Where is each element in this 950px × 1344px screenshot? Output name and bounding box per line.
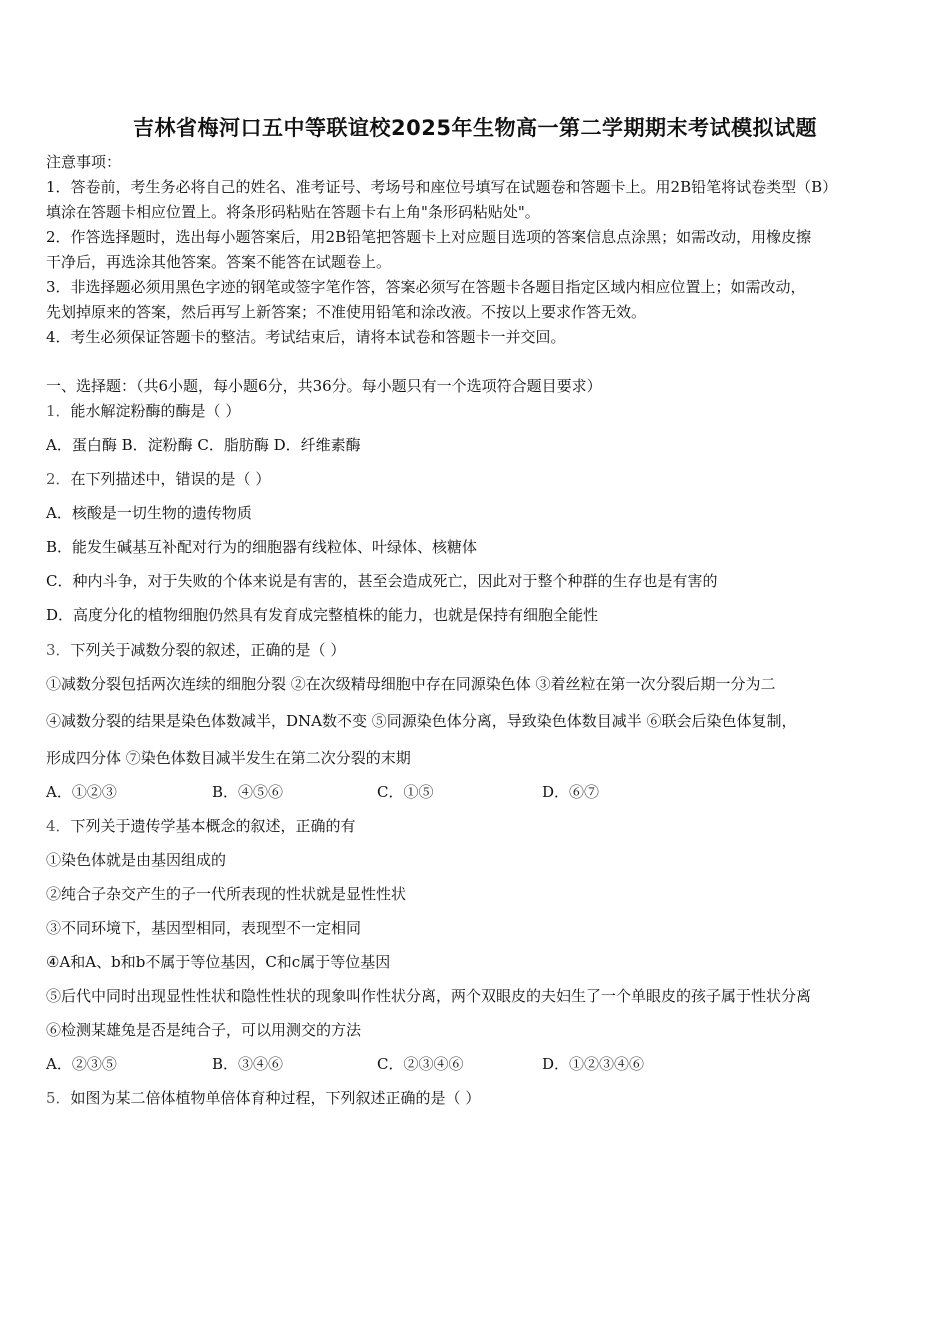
question-stem: 下列关于减数分裂的叙述，正确的是（ ）: [70, 641, 346, 659]
question-stem: 如图为某二倍体植物单倍体育种过程，下列叙述正确的是（ ）: [70, 1089, 481, 1107]
question-number: 2．: [46, 470, 71, 488]
statement-line: ①减数分裂包括两次连续的细胞分裂 ②在次级精母细胞中存在同源染色体 ③着丝粒在第一次分裂后期一分为二: [46, 675, 776, 693]
question-1-options: A．蛋白酶 B．淀粉酶 C．脂肪酶 D．纤维素酶: [46, 436, 361, 454]
question-3: [46, 640, 345, 660]
question-number: 1．: [46, 402, 71, 420]
option-c: C．种内斗争，对于失败的个体来说是有害的，甚至会造成死亡，因此对于整个种群的生存也是有害的: [46, 572, 718, 590]
option-d: D．①②③④⑥: [542, 1055, 645, 1073]
question-1: [46, 401, 240, 421]
notice-line: 1．答卷前，考生务必将自己的姓名、准考证号、考场号和座位号填写在试题卷和答题卡上。用2B铅笔将试卷类型（B）: [46, 178, 838, 196]
statement-line: ④A和A、b和b不属于等位基因，C和c属于等位基因: [46, 953, 391, 971]
section-heading: 一、选择题：（共6小题，每小题6分，共36分。每小题只有一个选项符合题目要求）: [46, 377, 602, 395]
notice-line: 3．非选择题必须用黑色字迹的钢笔或签字笔作答，答案必须写在答题卡各题目指定区域内相应位置上；如需改动，: [46, 278, 806, 296]
question-stem: 下列关于遗传学基本概念的叙述，正确的有: [70, 817, 356, 835]
option-c: C．①⑤: [377, 783, 434, 801]
notice-line: 2．作答选择题时，选出每小题答案后，用2B铅笔把答题卡上对应题目选项的答案信息点涂黑；如需改动，用橡皮擦: [46, 228, 812, 246]
statement-line: ①染色体就是由基因组成的: [46, 851, 227, 869]
question-stem: 在下列描述中，错误的是（ ）: [70, 470, 271, 488]
statement-line: 形成四分体 ⑦染色体数目减半发生在第二次分裂的末期: [46, 749, 411, 767]
statement-line: ④减数分裂的结果是染色体数减半，DNA数不变 ⑤同源染色体分离，导致染色体数目减半 ⑥联会后染色体复制，: [46, 712, 797, 730]
option-d: D．⑥⑦: [542, 783, 600, 801]
statement-line: ⑥检测某雄兔是否是纯合子，可以用测交的方法: [46, 1021, 362, 1039]
option-c: C．②③④⑥: [377, 1055, 464, 1073]
question-number: 5．: [46, 1089, 71, 1107]
notice-line: 填涂在答题卡相应位置上。将条形码粘贴在答题卡右上角"条形码粘贴处"。: [46, 203, 540, 221]
option-a: A．①②③: [46, 783, 117, 801]
option-b: B．④⑤⑥: [212, 783, 284, 801]
notice-line: 先划掉原来的答案，然后再写上新答案；不准使用铅笔和涂改液。不按以上要求作答无效。: [46, 303, 647, 321]
option-b: B．能发生碱基互补配对行为的细胞器有线粒体、叶绿体、核糖体: [46, 538, 478, 556]
exam-title: 吉林省梅河口五中等联谊校2025年生物高一第二学期期末考试模拟试题: [133, 116, 817, 140]
question-number: 4．: [46, 817, 71, 835]
statement-line: ②纯合子杂交产生的子一代所表现的性状就是显性性状: [46, 885, 407, 903]
notice-line: 干净后，再选涂其他答案。答案不能答在试题卷上。: [46, 253, 392, 271]
statement-line: ⑤后代中同时出现显性性状和隐性性状的现象叫作性状分离，两个双眼皮的夫妇生了一个单眼皮的孩子属于性状分离: [46, 987, 812, 1005]
option-d: D．高度分化的植物细胞仍然具有发育成完整植株的能力，也就是保持有细胞全能性: [46, 606, 599, 624]
notice-line: 4．考生必须保证答题卡的整洁。考试结束后，请将本试卷和答题卡一并交回。: [46, 328, 566, 346]
notice-heading: 注意事项：: [46, 153, 122, 171]
option-a: A．②③⑤: [46, 1055, 117, 1073]
question-number: 3．: [46, 641, 71, 659]
question-5: [46, 1088, 480, 1108]
option-b: B．③④⑥: [212, 1055, 284, 1073]
option-a: A．核酸是一切生物的遗传物质: [46, 504, 252, 522]
statement-line: ③不同环境下，基因型相同，表现型不一定相同: [46, 919, 362, 937]
question-stem: 能水解淀粉酶的酶是（ ）: [70, 402, 241, 420]
question-4: [46, 816, 356, 836]
question-2: [46, 469, 270, 489]
